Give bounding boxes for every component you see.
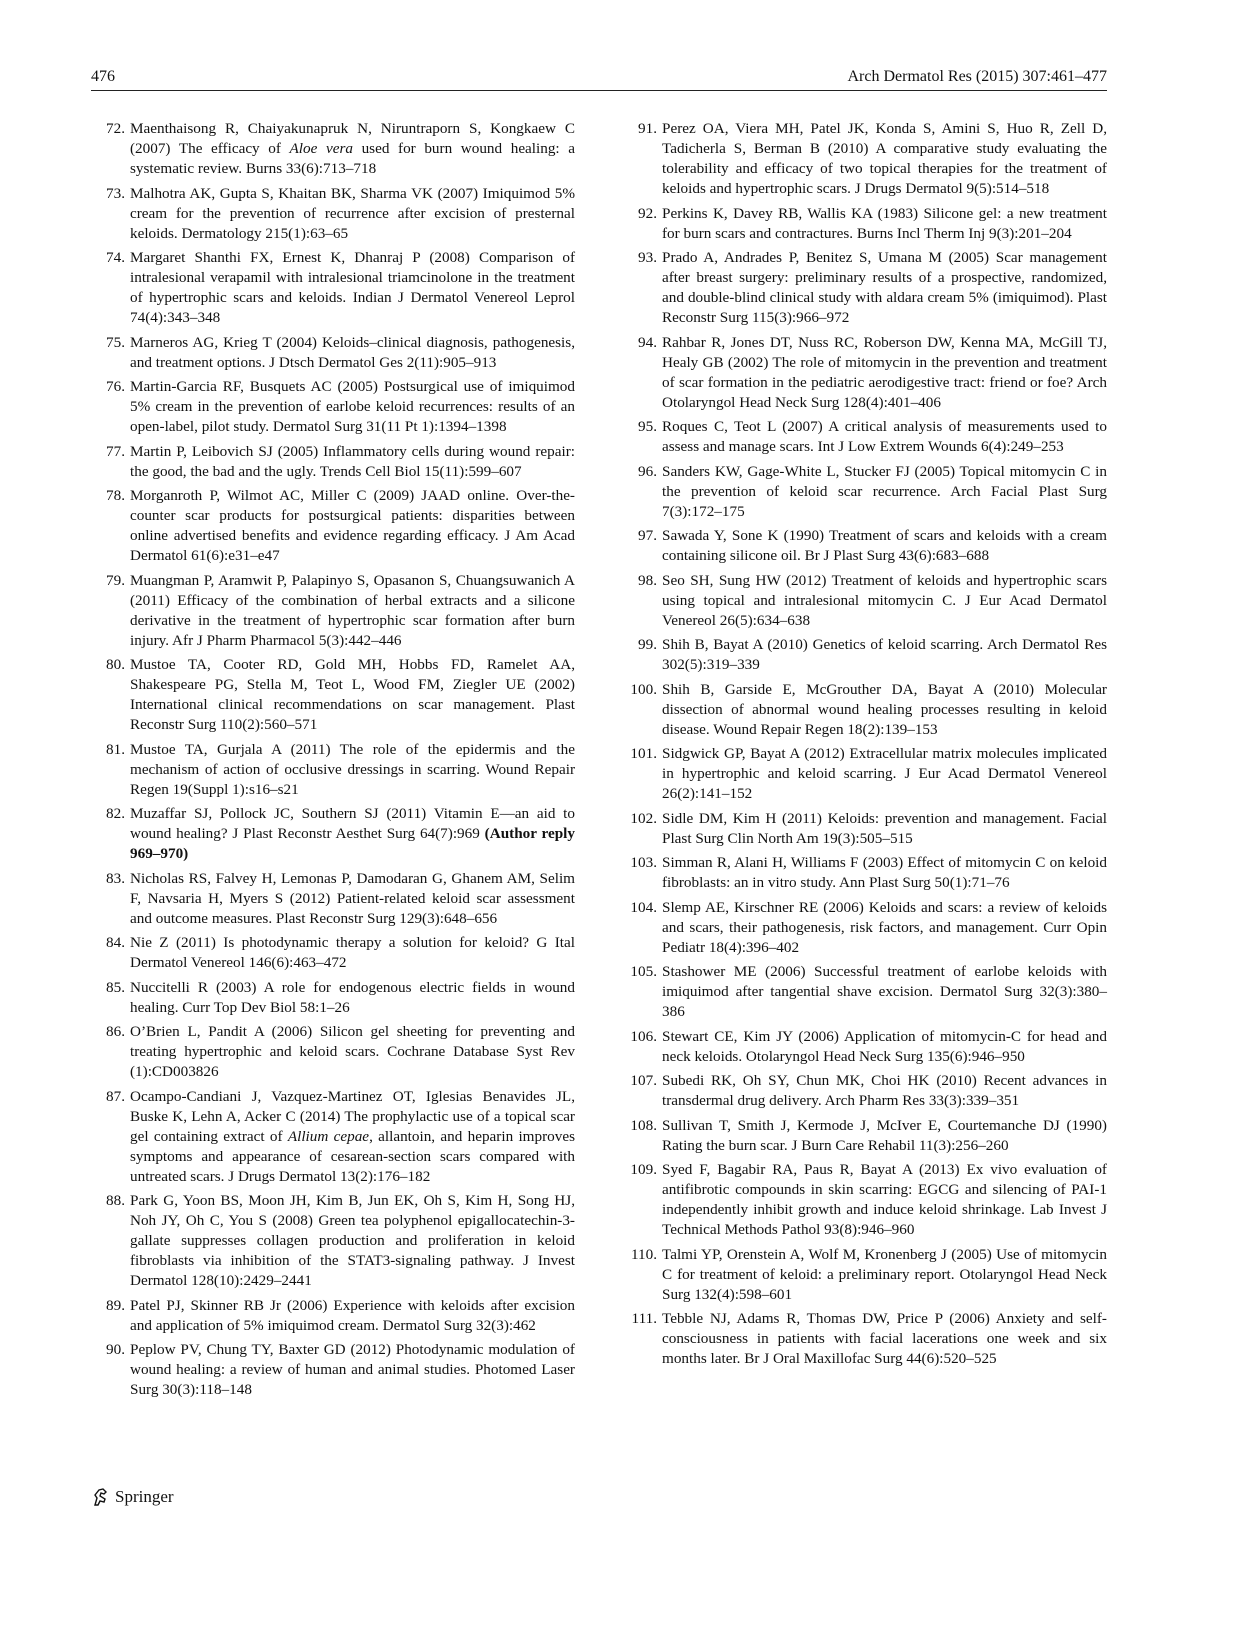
reference-text: Ocampo-Candiani J, Vazquez-Martinez OT, Iglesias Benavides JL, Buske K, Lehn A, Acker C (2014) The prophylactic use of a topical scar gel containing extract of [130, 1087, 575, 1145]
reference-number: 78. [106, 487, 125, 504]
reference-text: Perkins K, Davey RB, Wallis KA (1983) Silicone gel: a new treatment for burn scars and contractures. Burns Incl Therm Inj 9(3):201–204 [662, 204, 1107, 242]
springer-horse-icon [91, 1487, 111, 1507]
publisher-footer [91, 1487, 174, 1507]
reference-number: 89. [106, 1296, 125, 1314]
reference-entry [91, 1022, 575, 1082]
reference-number: 80. [106, 656, 125, 673]
reference-text: Muzaffar SJ, Pollock JC, Southern SJ (2011) Vitamin E—an aid to wound healing? J Plast Reconstr Aesthet Surg 64(7):969 [130, 805, 575, 842]
reference-text: Slemp AE, Kirschner RE (2006) Keloids and scars: a review of keloids and scars, their pathogenesis, risk factors, and management. Curr Opin Pediatr 18(4):396–402 [662, 898, 1107, 956]
reference-entry [91, 248, 575, 328]
reference-number: 97. [638, 527, 657, 544]
reference-entry [91, 486, 575, 566]
reference-number: 81. [106, 740, 125, 758]
reference-number: 84. [106, 934, 125, 951]
reference-number: 101. [630, 745, 657, 762]
reference-italic-text: Allium cepae [287, 1127, 370, 1145]
reference-entry [623, 809, 1107, 849]
reference-number: 86. [106, 1023, 125, 1040]
reference-text: Roques C, Teot L (2007) A critical analysis of measurements used to assess and manage scars. Int J Low Extrem Wounds 6(4):249–253 [662, 418, 1107, 455]
reference-text: Talmi YP, Orenstein A, Wolf M, Kronenberg J (2005) Use of mitomycin C for treatment of keloid: a preliminary report. Otolaryngol Head Neck Surg 132(4):598–601 [662, 1245, 1107, 1303]
reference-number: 104. [630, 898, 657, 916]
reference-entry [623, 1027, 1107, 1067]
reference-number: 75. [106, 333, 125, 351]
reference-text: Subedi RK, Oh SY, Chun MK, Choi HK (2010) Recent advances in transdermal drug delivery. Arch Pharm Res 33(3):339–351 [662, 1072, 1107, 1109]
reference-number: 72. [106, 120, 125, 137]
reference-number: 98. [638, 571, 657, 589]
reference-number: 83. [106, 869, 125, 887]
reference-entry [91, 1296, 575, 1336]
reference-text: Seo SH, Sung HW (2012) Treatment of keloids and hypertrophic scars using topical and intralesional mitomycin C. J Eur Acad Dermatol Venereol 26(5):634–638 [662, 571, 1107, 629]
reference-number: 107. [630, 1072, 657, 1089]
reference-number: 73. [106, 184, 125, 202]
reference-text: Morganroth P, Wilmot AC, Miller C (2009) JAAD online. Over-the-counter scar products for postsurgical patients: disparities between online advertised benefits and evidence regarding efficacy. J Am Acad Dermatol 61(6):e31–e47 [130, 487, 575, 564]
reference-entry [623, 571, 1107, 631]
reference-number: 90. [106, 1341, 125, 1358]
header-divider [91, 90, 1107, 91]
reference-entry [623, 248, 1107, 328]
reference-entry [623, 462, 1107, 522]
reference-entry [623, 333, 1107, 413]
reference-text: Stashower ME (2006) Successful treatment of earlobe keloids with imiquimod after tangential shave excision. Dermatol Surg 32(3):380–386 [662, 963, 1107, 1020]
reference-entry [623, 744, 1107, 804]
reference-entry [91, 1340, 575, 1400]
reference-text: Simman R, Alani H, Williams F (2003) Effect of mitomycin C on keloid fibroblasts: an in vitro study. Ann Plast Surg 50(1):71–76 [662, 854, 1107, 891]
reference-number: 77. [106, 442, 125, 460]
reference-text: Mustoe TA, Cooter RD, Gold MH, Hobbs FD, Ramelet AA, Shakespeare PG, Stella M, Teot L, Wood FM, Ziegler UE (2002) International clinical recommendations on scar management. Plast Reconstr Surg 110(2):560–571 [130, 656, 575, 733]
reference-text: Shih B, Bayat A (2010) Genetics of keloid scarring. Arch Dermatol Res 302(5):319–339 [662, 636, 1107, 673]
reference-number: 92. [638, 204, 657, 222]
reference-entry [91, 978, 575, 1018]
reference-text: Park G, Yoon BS, Moon JH, Kim B, Jun EK, Oh S, Kim H, Song HJ, Noh JY, Oh C, You S (2008) Green tea polyphenol epigallocatechin-3-gallate suppresses collagen production and proliferation in keloid fibroblasts via inhibition of the STAT3-signaling pathway. J Invest Dermatol 128(10):2429–2441 [130, 1192, 575, 1289]
references-column-left [91, 119, 575, 1405]
reference-text: Peplow PV, Chung TY, Baxter GD (2012) Photodynamic modulation of wound healing: a review of human and animal studies. Photomed Laser Surg 30(3):118–148 [130, 1341, 575, 1398]
reference-entry [91, 184, 575, 244]
reference-number: 100. [630, 680, 657, 698]
reference-entry [623, 1160, 1107, 1240]
reference-number: 82. [106, 805, 125, 822]
reference-entry [623, 204, 1107, 244]
reference-number: 76. [106, 378, 125, 395]
reference-number: 79. [106, 571, 125, 589]
reference-entry [623, 680, 1107, 740]
reference-entry [91, 869, 575, 929]
reference-number: 109. [630, 1161, 657, 1178]
reference-number: 103. [630, 854, 657, 871]
reference-number: 99. [638, 636, 657, 653]
reference-entry [623, 119, 1107, 199]
reference-text: Rahbar R, Jones DT, Nuss RC, Roberson DW, Kenna MA, McGill TJ, Healy GB (2002) The role of mitomycin in the prevention and treatment of scar formation in the pediatric aerodigestive tract: friend or foe? Arch Otolaryngol Head Neck Surg 128(4):401–406 [662, 333, 1107, 411]
reference-entry [91, 333, 575, 373]
journal-citation: Arch Dermatol Res (2015) 307:461–477 [847, 68, 1107, 85]
reference-number: 110. [630, 1245, 657, 1263]
reference-entry [91, 119, 575, 179]
reference-text: Prado A, Andrades P, Benitez S, Umana M (2005) Scar management after breast surgery: preliminary results of a prospective, randomized, and double-blind clinical study with aldara cream 5% (imiquimod). Plast Reconstr Surg 115(3):966–972 [662, 249, 1107, 326]
reference-entry [91, 571, 575, 651]
reference-entry [623, 417, 1107, 457]
reference-number: 93. [638, 249, 657, 266]
reference-text: Shih B, Garside E, McGrouther DA, Bayat A (2010) Molecular dissection of abnormal wound healing processes resulting in keloid disease. Wound Repair Regen 18(2):139–153 [662, 680, 1107, 738]
reference-text: Mustoe TA, Gurjala A (2011) The role of the epidermis and the mechanism of action of occlusive dressings in scarring. Wound Repair Regen 19(Suppl 1):s16–s21 [130, 740, 575, 798]
reference-text: , allantoin, and heparin improves symptoms and appearance of cesarean-section scars compared with untreated scars. J Drugs Dermatol 13(2):176–182 [130, 1127, 575, 1185]
reference-entry [91, 442, 575, 482]
reference-entry [623, 1309, 1107, 1369]
reference-text: O’Brien L, Pandit A (2006) Silicon gel sheeting for preventing and treating hypertrophic and keloid scars. Cochrane Database Syst Rev (1):CD003826 [130, 1023, 575, 1080]
reference-text: Sawada Y, Sone K (1990) Treatment of scars and keloids with a cream containing silicone oil. Br J Plast Surg 43(6):683–688 [662, 527, 1107, 564]
reference-text: used for burn wound healing: a systematic review. Burns 33(6):713–718 [130, 140, 575, 177]
reference-text: Sanders KW, Gage-White L, Stucker FJ (2005) Topical mitomycin C in the prevention of keloid scar recurrence. Arch Facial Plast Surg 7(3):172–175 [662, 462, 1107, 520]
reference-number: 111. [631, 1310, 657, 1327]
reference-entry [623, 1071, 1107, 1111]
reference-number: 85. [106, 978, 125, 996]
reference-number: 91. [638, 120, 657, 137]
reference-number: 108. [630, 1116, 657, 1134]
reference-text: Maenthaisong R, Chaiyakunapruk N, Niruntraporn S, Kongkaew C (2007) The efficacy of [130, 120, 575, 157]
reference-number: 102. [630, 809, 657, 827]
reference-entry [623, 898, 1107, 958]
reference-text: Tebble NJ, Adams R, Thomas DW, Price P (2006) Anxiety and self-consciousness in patients with facial lacerations one week and six months later. Br J Oral Maxillofac Surg 44(6):520–525 [662, 1310, 1107, 1367]
reference-text: Martin-Garcia RF, Busquets AC (2005) Postsurgical use of imiquimod 5% cream in the prevention of earlobe keloid recurrences: results of an open-label, pilot study. Dermatol Surg 31(11 Pt 1):1394–1398 [130, 378, 575, 435]
reference-number: 106. [630, 1027, 657, 1045]
reference-number: 88. [106, 1192, 125, 1209]
reference-text: Perez OA, Viera MH, Patel JK, Konda S, Amini S, Huo R, Zell D, Tadicherla S, Berman B (2010) A comparative study evaluating the tolerability and efficacy of two topical therapies for the treatment of keloids and hypertrophic scars. J Drugs Dermatol 9(5):514–518 [662, 120, 1107, 197]
reference-entry [91, 1087, 575, 1187]
reference-text: Nuccitelli R (2003) A role for endogenous electric fields in wound healing. Curr Top Dev Biol 58:1–26 [130, 978, 575, 1016]
reference-entry [623, 962, 1107, 1022]
reference-entry [623, 1245, 1107, 1305]
reference-text: Nicholas RS, Falvey H, Lemonas P, Damodaran G, Ghanem AM, Selim F, Navsaria H, Myers S (2012) Patient-related keloid scar assessment and outcome measures. Plast Reconstr Surg 129(3):648–656 [130, 869, 575, 927]
reference-text: Sidgwick GP, Bayat A (2012) Extracellular matrix molecules implicated in hypertrophic and keloid scarring. J Eur Acad Dermatol Venereol 26(2):141–152 [662, 745, 1107, 802]
reference-text: Malhotra AK, Gupta S, Khaitan BK, Sharma VK (2007) Imiquimod 5% cream for the prevention of recurrence after excision of presternal keloids. Dermatology 215(1):63–65 [130, 184, 575, 242]
reference-number: 74. [106, 249, 125, 266]
reference-entry [91, 933, 575, 973]
publisher-name: Springer [115, 1487, 174, 1506]
reference-number: 94. [638, 333, 657, 351]
reference-entry [623, 853, 1107, 893]
reference-entry [91, 804, 575, 864]
reference-italic-text: Aloe vera [289, 140, 353, 157]
reference-text: Patel PJ, Skinner RB Jr (2006) Experience with keloids after excision and application of 5% imiquimod cream. Dermatol Surg 32(3):462 [130, 1296, 575, 1334]
reference-number: 87. [106, 1087, 125, 1105]
reference-bold-text: (Author reply 969–970) [130, 825, 575, 862]
reference-text: Margaret Shanthi FX, Ernest K, Dhanraj P (2008) Comparison of intralesional verapamil with intralesional triamcinolone in the treatment of hypertrophic scars and keloids. Indian J Dermatol Venereol Leprol 74(4):343–348 [130, 249, 575, 326]
reference-entry [623, 526, 1107, 566]
reference-entry [91, 740, 575, 800]
reference-number: 95. [638, 418, 657, 435]
reference-text: Nie Z (2011) Is photodynamic therapy a solution for keloid? G Ital Dermatol Venereol 146(6):463–472 [130, 934, 575, 971]
page-number: 476 [91, 68, 115, 85]
reference-number: 96. [638, 462, 657, 480]
reference-entry [91, 377, 575, 437]
reference-text: Stewart CE, Kim JY (2006) Application of mitomycin-C for head and neck keloids. Otolaryngol Head Neck Surg 135(6):946–950 [662, 1027, 1107, 1065]
reference-entry [91, 1191, 575, 1291]
references-column-right [623, 119, 1107, 1374]
reference-text: Marneros AG, Krieg T (2004) Keloids–clinical diagnosis, pathogenesis, and treatment options. J Dtsch Dermatol Ges 2(11):905–913 [130, 333, 575, 371]
reference-text: Muangman P, Aramwit P, Palapinyo S, Opasanon S, Chuangsuwanich A (2011) Efficacy of the combination of herbal extracts and a silicone derivative in the treatment of hypertrophic scar formation after burn injury. Afr J Pharm Pharmacol 5(3):442–446 [130, 571, 575, 649]
reference-number: 105. [630, 963, 657, 980]
reference-text: Syed F, Bagabir RA, Paus R, Bayat A (2013) Ex vivo evaluation of antifibrotic compounds in skin scarring: EGCG and silencing of PAI-1 independently inhibit growth and induce keloid shrinkage. Lab Invest J Technical Methods Pathol 93(8):946–960 [662, 1161, 1107, 1238]
reference-text: Martin P, Leibovich SJ (2005) Inflammatory cells during wound repair: the good, the bad and the ugly. Trends Cell Biol 15(11):599–607 [130, 442, 575, 480]
reference-entry [91, 655, 575, 735]
reference-entry [623, 1116, 1107, 1156]
reference-text: Sullivan T, Smith J, Kermode J, McIver E, Courtemanche DJ (1990) Rating the burn scar. J Burn Care Rehabil 11(3):256–260 [662, 1116, 1107, 1154]
reference-entry [623, 635, 1107, 675]
reference-text: Sidle DM, Kim H (2011) Keloids: prevention and management. Facial Plast Surg Clin North Am 19(3):505–515 [662, 809, 1107, 847]
